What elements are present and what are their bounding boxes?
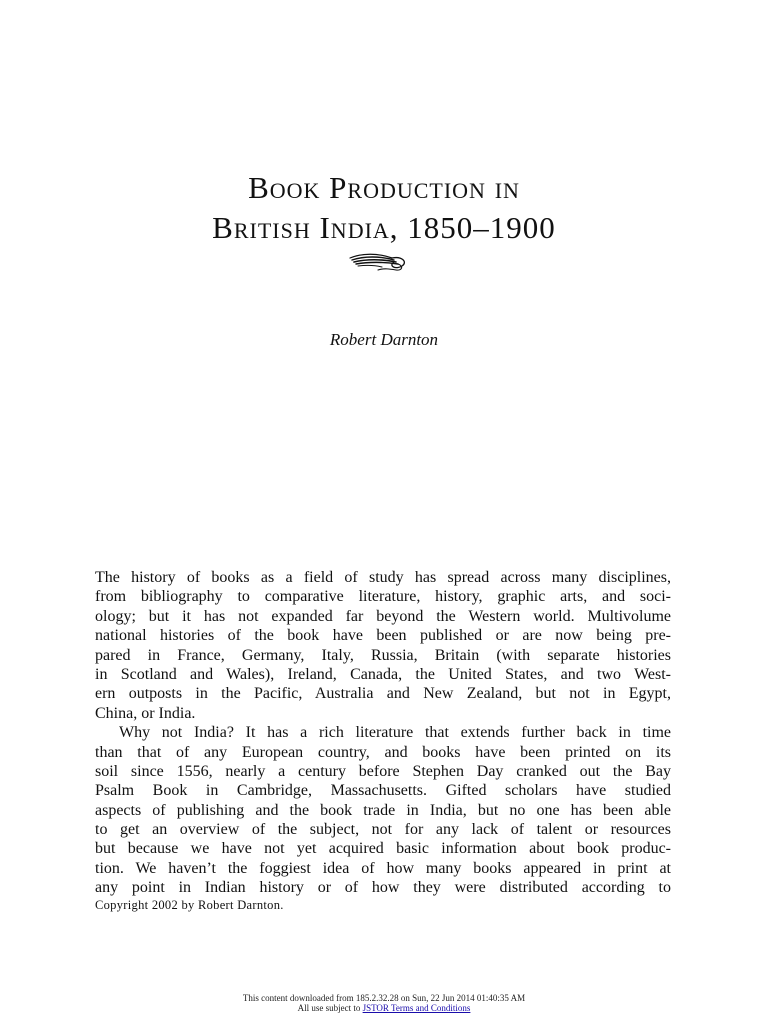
article-title (0, 168, 768, 248)
body-line: tion. We haven’t the foggiest idea of how many books appeared in print at (95, 859, 671, 877)
body-line: than that of any European country, and books have been printed on its (95, 743, 671, 761)
body-line: but because we have not yet acquired basic information about book produc- (95, 840, 671, 858)
body-line: ern outposts in the Pacific, Australia and New Zealand, but not in Egypt, (95, 685, 671, 703)
body-line: from bibliography to comparative literature, history, graphic arts, and soci- (95, 588, 671, 606)
body-line: any point in Indian history or of how they were distributed according to (95, 879, 671, 897)
body-line: pared in France, Germany, Italy, Russia, Britain (with separate histories (95, 646, 671, 664)
body-line: national histories of the book have been published or are now being pre- (95, 627, 671, 645)
copyright-notice: Copyright 2002 by Robert Darnton. (95, 898, 284, 912)
fleuron-ornament-icon (348, 250, 410, 274)
title-line-1: Book Production in (248, 170, 520, 205)
body-line: in Scotland and Wales), Ireland, Canada, the United States, and two West- (95, 665, 671, 683)
body-line: Why not India? It has a rich literature that extends further back in time (119, 724, 671, 742)
body-paragraphs (95, 568, 671, 898)
body-line: to get an overview of the subject, not for any lack of talent or resources (95, 821, 671, 839)
download-info: This content downloaded from 185.2.32.28 on Sun, 22 Jun 2014 01:40:35 AM (242, 993, 526, 1003)
author-name: Robert Darnton (329, 330, 439, 349)
terms-line (0, 1003, 768, 1013)
body-line: The history of books as a field of study has spread across many disciplines, (95, 569, 671, 586)
download-footer (0, 993, 768, 1013)
terms-link[interactable]: JSTOR Terms and Conditions (362, 1003, 471, 1013)
title-line-2: British India, 1850–1900 (212, 210, 556, 245)
body-line: ology; but it has not expanded far beyond the Western world. Multivolume (95, 607, 671, 625)
terms-prefix: All use subject to (297, 1003, 363, 1013)
body-line: aspects of publishing and the book trade in India, but no one has been able (95, 801, 671, 819)
body-line: soil since 1556, nearly a century before Stephen Day cranked out the Bay (95, 762, 671, 780)
body-line: China, or India. (95, 704, 196, 722)
body-line: Psalm Book in Cambridge, Massachusetts. Gifted scholars have studied (95, 782, 671, 800)
